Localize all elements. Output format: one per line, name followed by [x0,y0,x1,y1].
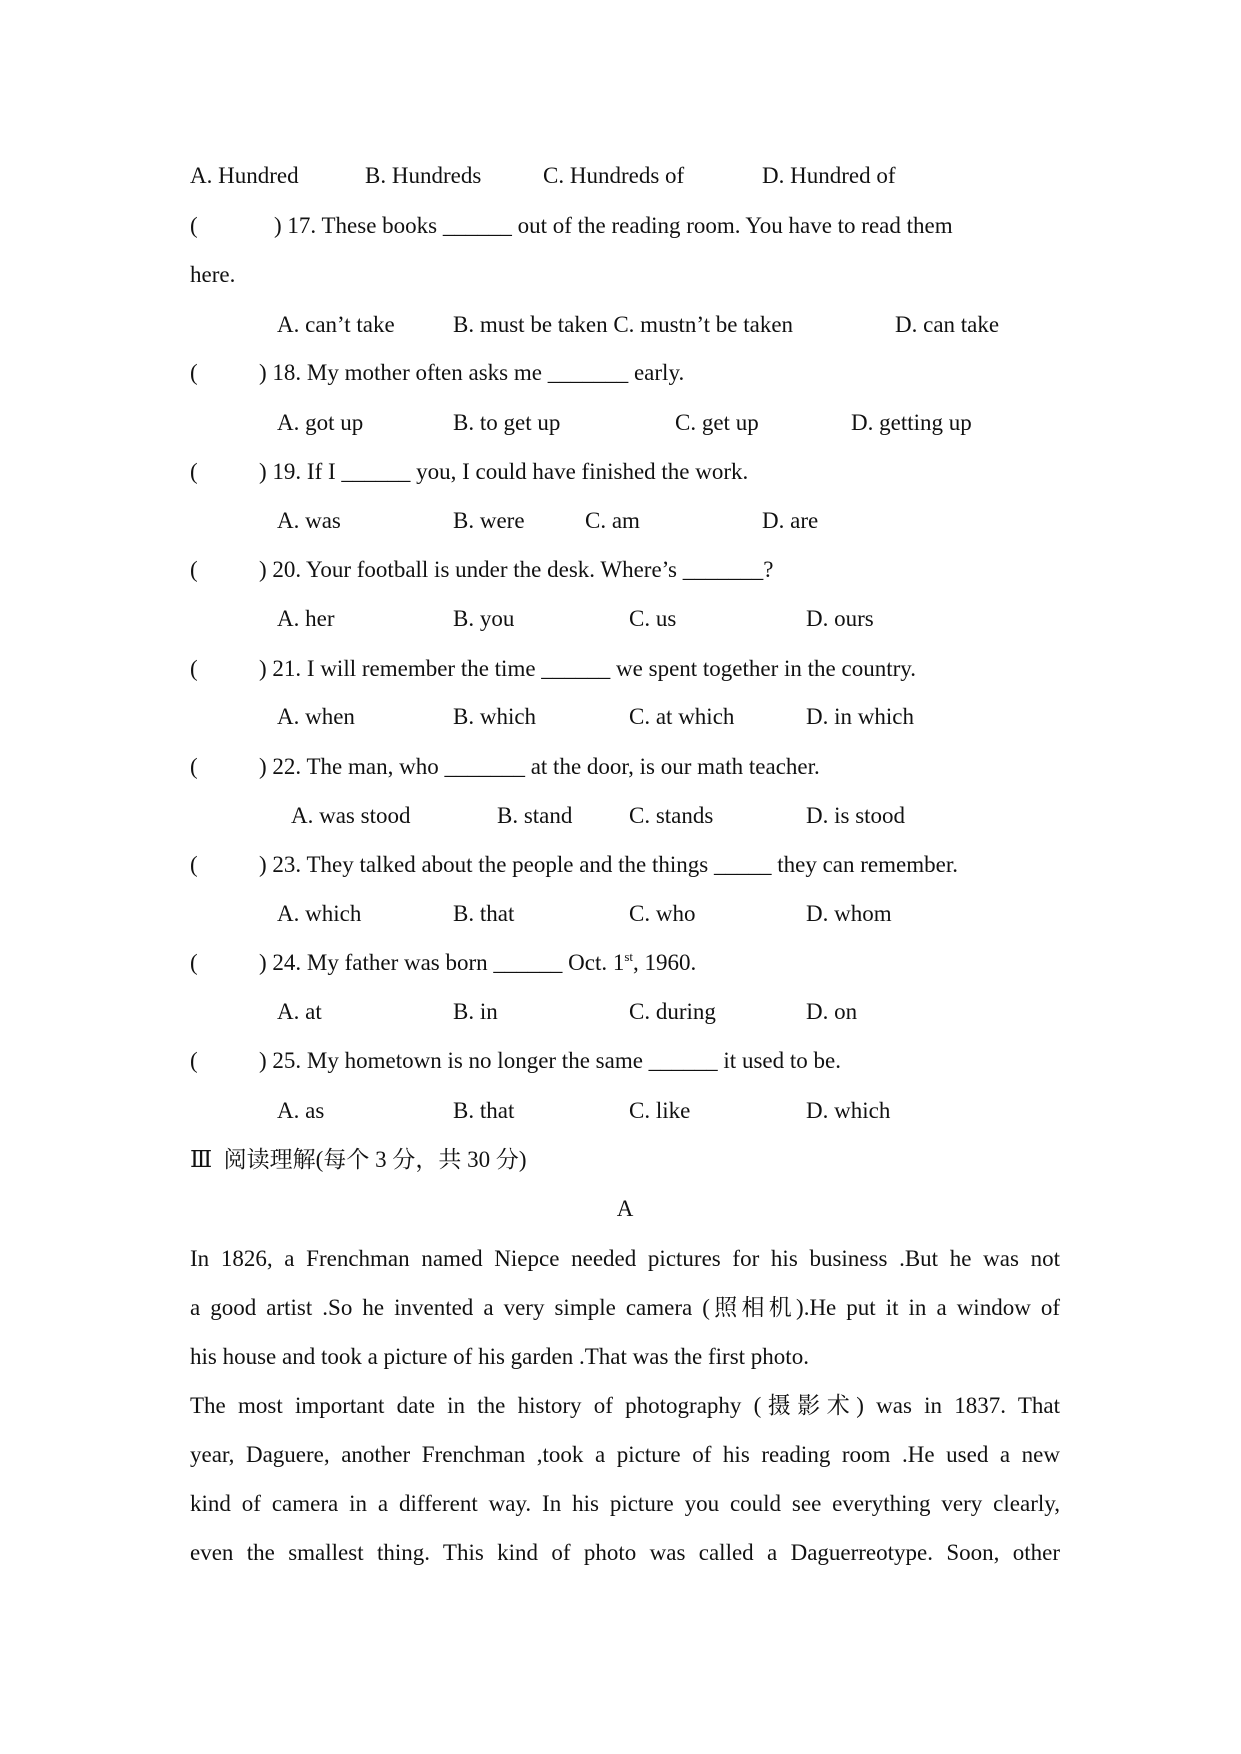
stem-text: ) 17. These books ______ out of the reading room. You have to read them [274,213,953,238]
question-24-option: B. in [453,999,498,1024]
question-20-option: A. her [277,606,335,631]
question-22-option: C. stands [629,803,714,828]
question-21-option: A. when [277,704,355,729]
answer-blank-open-paren: ( [190,213,198,238]
question-24-stem [259,949,696,977]
question-18-option: D. getting up [851,410,972,435]
answer-blank-open-paren: ( [190,459,198,484]
stem-text: ) 23. They talked about the people and the things _____ they can remember. [259,852,958,877]
passage-label: A [616,1196,634,1221]
answer-blank-open-paren: ( [190,360,198,385]
question-21-option: D. in which [806,704,914,729]
stem-text: ) 20. Your football is under the desk. Where’s _______? [259,557,774,582]
passage-line: even the smallest thing. This kind of photo was called a Daguerreotype. Soon, other [190,1540,1060,1565]
answer-blank-open-paren: ( [190,754,198,779]
stem-text: ) 22. The man, who _______ at the door, is our math teacher. [259,754,820,779]
stem-text: ) 18. My mother often asks me _______ early. [259,360,685,385]
question-25-option: A. as [277,1098,325,1123]
question-17-continuation: here. [190,262,236,287]
answer-blank-open-paren: ( [190,852,198,877]
question-19-stem [259,458,748,486]
passage-line: The most important date in the history of photography (摄影术) was in 1837. That [190,1393,1060,1418]
answer-blank-open-paren: ( [190,1048,198,1073]
question-21-option: B. which [453,704,537,729]
question-22-option: A. was stood [291,803,411,828]
question-21-stem [259,655,916,683]
question-25-option: B. that [453,1098,515,1123]
stem-text: ) 19. If I ______ you, I could have finished the work. [259,459,749,484]
question-20-option: D. ours [806,606,874,631]
section-heading: Ⅲ 阅读理解(每个 3 分，共 30 分) [190,1147,527,1172]
question-23-option: A. which [277,901,362,926]
answer-blank-open-paren: ( [190,950,198,975]
passage-line: his house and took a picture of his garden .That was the first photo. [190,1344,809,1369]
question-22-option: B. stand [497,803,573,828]
question-22-stem [259,753,820,781]
passage-line: year, Daguere, another Frenchman ,took a picture of his reading room .He used a new [190,1442,1060,1467]
question-23-option: D. whom [806,901,892,926]
option-A: A. Hundred [190,163,299,188]
option-B: B. Hundreds [365,163,482,188]
passage-line: In 1826, a Frenchman named Niepce needed pictures for his business .But he was not [190,1246,1060,1271]
question-20-option: B. you [453,606,515,631]
question-17-option: D. can take [895,312,1000,337]
question-17-stem [274,212,953,240]
question-18-stem [259,359,684,387]
stem-text: ) 25. My hometown is no longer the same ______ it used to be. [259,1048,841,1073]
passage-line: a good artist .So he invented a very simple camera (照相机).He put it in a window of [190,1295,1060,1320]
question-19-option: C. am [585,508,640,533]
question-25-option: D. which [806,1098,891,1123]
question-24-option: A. at [277,999,322,1024]
answer-blank-open-paren: ( [190,656,198,681]
question-24-option: C. during [629,999,716,1024]
option-D: D. Hundred of [762,163,896,188]
question-18-option: C. get up [675,410,759,435]
question-19-option: A. was [277,508,341,533]
passage-line: kind of camera in a different way. In his picture you could see everything very clearly, [190,1491,1060,1516]
stem-text: ) 21. I will remember the time ______ we spent together in the country. [259,656,917,681]
question-22-option: D. is stood [806,803,906,828]
question-17-option: B. must be taken C. mustn’t be taken [453,312,794,337]
question-19-option: B. were [453,508,525,533]
stem-text: ) 24. My father was born ______ Oct. 1 [259,950,625,975]
question-24-option: D. on [806,999,858,1024]
superscript: st [624,949,634,964]
question-19-option: D. are [762,508,819,533]
stem-text-after: , 1960. [633,950,697,975]
question-25-option: C. like [629,1098,691,1123]
question-20-stem [259,556,773,584]
question-25-stem [259,1047,841,1075]
question-21-option: C. at which [629,704,735,729]
answer-blank-open-paren: ( [190,557,198,582]
question-18-option: B. to get up [453,410,561,435]
question-23-stem [259,851,958,879]
question-23-option: C. who [629,901,696,926]
option-C: C. Hundreds of [543,163,685,188]
question-23-option: B. that [453,901,515,926]
question-20-option: C. us [629,606,677,631]
question-18-option: A. got up [277,410,364,435]
question-17-option: A. can’t take [277,312,395,337]
